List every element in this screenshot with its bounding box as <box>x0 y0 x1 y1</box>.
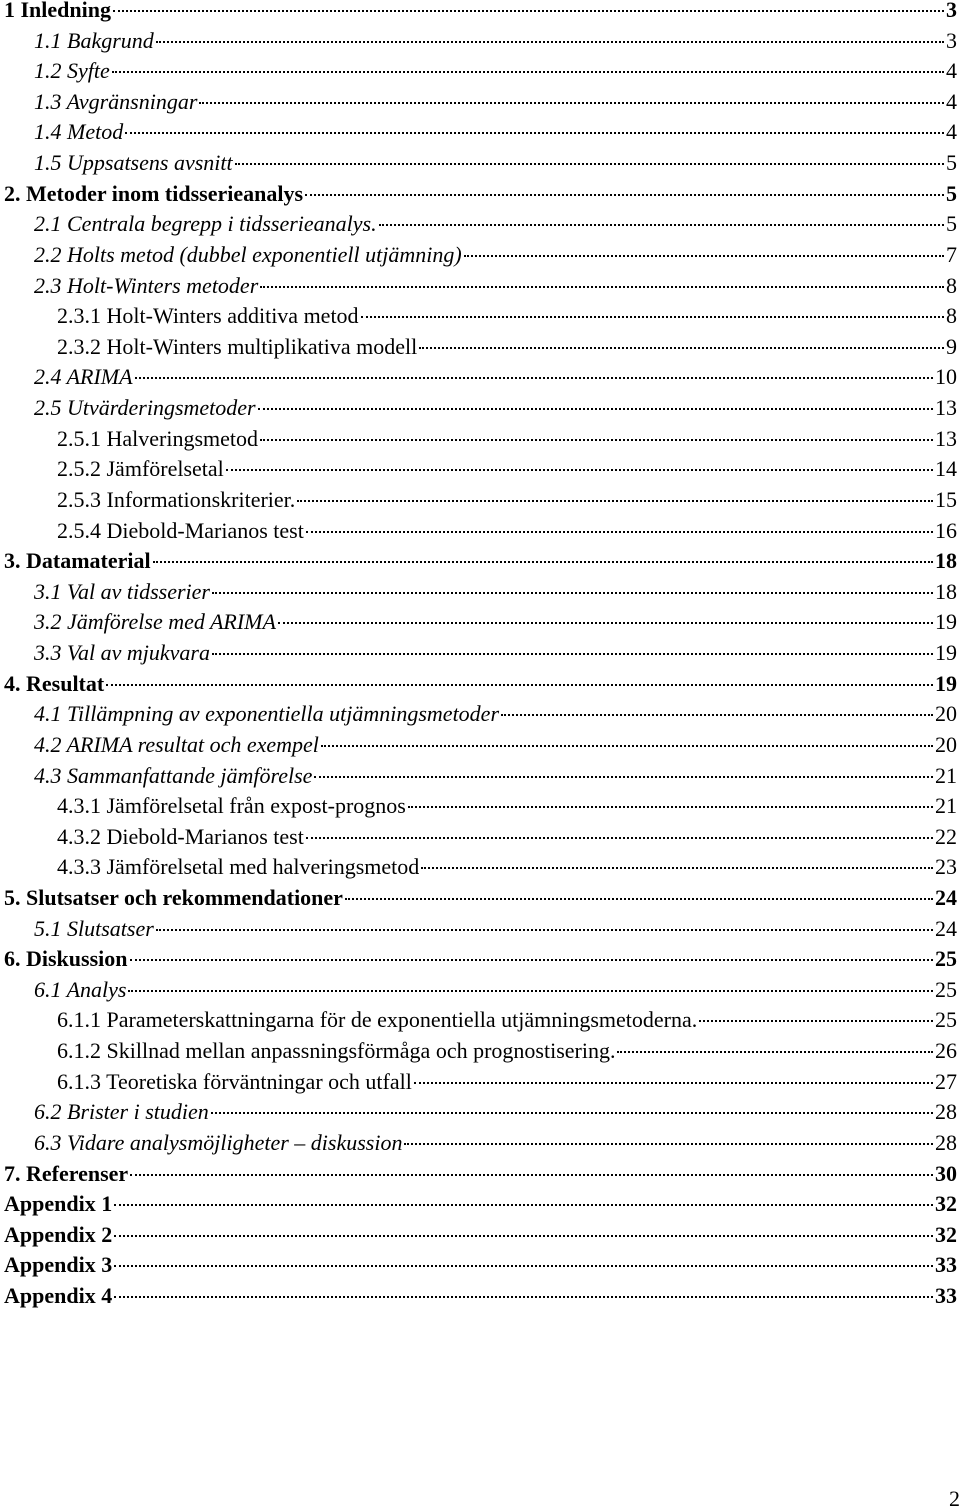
toc-entry[interactable] <box>34 28 957 58</box>
toc-entry-label: 3.3 Val av mjukvara <box>34 640 210 666</box>
toc-dot-leader <box>278 622 933 624</box>
toc-entry[interactable] <box>34 732 957 762</box>
toc-entry-page: 21 <box>935 793 957 819</box>
toc-entry-page: 20 <box>935 731 957 757</box>
toc-entry-page: 4 <box>946 58 957 84</box>
toc-dot-leader <box>114 1235 933 1237</box>
toc-entry-label: 4.3.1 Jämförelsetal från expost-prognos <box>57 793 406 819</box>
toc-entry[interactable] <box>4 181 957 211</box>
toc-entry-page: 3 <box>946 27 957 53</box>
toc-entry-label: 3.1 Val av tidsserier <box>34 578 210 604</box>
toc-dot-leader <box>211 1112 933 1114</box>
toc-entry[interactable] <box>57 1038 957 1068</box>
toc-entry-page: 24 <box>935 915 957 941</box>
toc-entry-page: 10 <box>935 364 957 390</box>
toc-dot-leader <box>235 163 944 165</box>
toc-entry-page: 18 <box>935 578 957 604</box>
toc-entry-label: 4.3 Sammanfattande jämförelse <box>34 762 313 788</box>
toc-entry-page: 5 <box>946 211 957 237</box>
toc-entry[interactable] <box>34 640 957 670</box>
toc-entry-page: 19 <box>935 640 957 666</box>
toc-entry-label: 6.3 Vidare analysmöjligheter – diskussion <box>34 1129 403 1155</box>
toc-dot-leader <box>199 102 944 104</box>
toc-entry[interactable] <box>4 1222 957 1252</box>
toc-entry-label: 4. Resultat <box>4 670 105 696</box>
toc-entry-label: 1.2 Syfte <box>34 58 110 84</box>
toc-entry-label: 1.5 Uppsatsens avsnitt <box>34 150 233 176</box>
toc-dot-leader <box>321 745 933 747</box>
toc-dot-leader <box>153 561 933 563</box>
toc-dot-leader <box>260 439 933 441</box>
toc-entry-label: 4.2 ARIMA resultat och exempel <box>34 731 319 757</box>
toc-entry-label: 3. Datamaterial <box>4 548 151 574</box>
toc-entry[interactable] <box>4 885 957 915</box>
toc-entry[interactable] <box>34 916 957 946</box>
toc-dot-leader <box>306 837 933 839</box>
toc-dot-leader <box>464 255 944 257</box>
toc-dot-leader <box>112 71 944 73</box>
toc-entry-label: 5. Slutsatser och rekommendationer <box>4 884 343 910</box>
toc-entry[interactable] <box>34 89 957 119</box>
toc-entry-page: 28 <box>935 1129 957 1155</box>
toc-entry[interactable] <box>34 609 957 639</box>
toc-entry-page: 7 <box>946 241 957 267</box>
toc-entry-label: 6.1.1 Parameterskattningarna för de exponentiella utjämningsmetoderna. <box>57 1007 698 1033</box>
toc-entry[interactable] <box>34 1099 957 1129</box>
toc-entry-page: 4 <box>946 88 957 114</box>
toc-entry-label: 1.4 Metod <box>34 119 124 145</box>
toc-dot-leader <box>379 224 944 226</box>
toc-dot-leader <box>156 41 944 43</box>
toc-entry-page: 18 <box>935 548 957 574</box>
toc-entry-page: 26 <box>935 1038 957 1064</box>
toc-entry-page: 32 <box>935 1221 957 1247</box>
toc-entry-label: Appendix 3 <box>4 1252 113 1278</box>
toc-entry-page: 15 <box>935 486 957 512</box>
toc-entry-label: 2.5.1 Halveringsmetod <box>57 425 259 451</box>
toc-entry-page: 14 <box>935 456 957 482</box>
toc-entry-label: 4.3.2 Diebold-Marianos test <box>57 823 304 849</box>
toc-dot-leader <box>306 531 933 533</box>
toc-entry[interactable] <box>34 395 957 425</box>
toc-entry[interactable] <box>57 854 957 884</box>
toc-entry[interactable] <box>57 824 957 854</box>
toc-entry-label: 2.3.1 Holt-Winters additiva metod <box>57 303 359 329</box>
toc-dot-leader <box>125 132 944 134</box>
toc-entry[interactable] <box>34 150 957 180</box>
toc-dot-leader <box>297 500 933 502</box>
toc-entry-page: 13 <box>935 395 957 421</box>
toc-entry-page: 20 <box>935 701 957 727</box>
toc-entry[interactable] <box>34 273 957 303</box>
toc-entry-label: 2.5 Utvärderingsmetoder <box>34 395 256 421</box>
toc-entry[interactable] <box>4 0 957 27</box>
toc-dot-leader <box>314 776 933 778</box>
toc-entry-page: 9 <box>946 333 957 359</box>
toc-dot-leader <box>114 1204 933 1206</box>
toc-entry-page: 30 <box>935 1160 957 1186</box>
toc-dot-leader <box>113 10 944 12</box>
toc-entry-label: Appendix 4 <box>4 1283 113 1309</box>
toc-entry-label: 4.3.3 Jämförelsetal med halveringsmetod <box>57 854 420 880</box>
toc-entry-label: 6. Diskussion <box>4 946 128 972</box>
toc-entry[interactable] <box>57 303 957 333</box>
toc-entry-label: 5.1 Slutsatser <box>34 915 154 941</box>
toc-entry[interactable] <box>4 1283 957 1313</box>
toc-entry[interactable] <box>34 701 957 731</box>
toc-entry-page: 33 <box>935 1283 957 1309</box>
toc-entry-page: 13 <box>935 425 957 451</box>
toc-dot-leader <box>258 408 933 410</box>
toc-dot-leader <box>128 990 933 992</box>
toc-dot-leader <box>404 1143 933 1145</box>
toc-entry[interactable] <box>4 946 957 976</box>
toc-entry-page: 24 <box>935 884 957 910</box>
toc-dot-leader <box>419 347 944 349</box>
toc-entry-label: 2.5.3 Informationskriterier. <box>57 486 296 512</box>
toc-entry-label: 3.2 Jämförelse med ARIMA <box>34 609 276 635</box>
toc-entry-page: 19 <box>935 670 957 696</box>
toc-entry[interactable] <box>57 426 957 456</box>
toc-entry-page: 5 <box>946 180 957 206</box>
toc-entry[interactable] <box>34 977 957 1007</box>
toc-entry-page: 22 <box>935 823 957 849</box>
toc-entry-label: 2.4 ARIMA <box>34 364 133 390</box>
toc-dot-leader <box>212 592 933 594</box>
toc-entry-label: 2.5.2 Jämförelsetal <box>57 456 224 482</box>
toc-entry-page: 27 <box>935 1068 957 1094</box>
toc-entry[interactable] <box>4 1161 957 1191</box>
toc-entry-page: 23 <box>935 854 957 880</box>
toc-entry-label: 4.1 Tillämpning av exponentiella utjämningsmetoder <box>34 701 500 727</box>
toc-dot-leader <box>212 653 933 655</box>
toc-entry-page: 3 <box>946 0 957 22</box>
toc-entry[interactable] <box>34 579 957 609</box>
toc-entry[interactable] <box>34 211 957 241</box>
toc-entry-label: 2.1 Centrala begrepp i tidsserieanalys. <box>34 211 377 237</box>
toc-entry-page: 21 <box>935 762 957 788</box>
toc-entry-page: 16 <box>935 517 957 543</box>
toc-entry[interactable] <box>34 242 957 272</box>
toc-entry[interactable] <box>57 1069 957 1099</box>
toc-dot-leader <box>130 1174 933 1176</box>
toc-dot-leader <box>130 959 933 961</box>
toc-entry-label: 2. Metoder inom tidsserieanalys <box>4 180 304 206</box>
toc-entry[interactable] <box>34 364 957 394</box>
toc-entry-label: 2.3 Holt-Winters metoder <box>34 272 259 298</box>
toc-entry-label: 2.5.4 Diebold-Marianos test <box>57 517 304 543</box>
toc-dot-leader <box>421 867 933 869</box>
toc-entry-label: Appendix 2 <box>4 1221 113 1247</box>
page-number: 2 <box>949 1486 960 1511</box>
toc-entry-label: 2.2 Holts metod (dubbel exponentiell utjämning) <box>34 241 462 267</box>
toc-entry-label: 1 Inledning <box>4 0 111 22</box>
toc-entry[interactable] <box>4 1252 957 1282</box>
toc-entry-page: 25 <box>935 976 957 1002</box>
toc-entry-label: 6.1 Analys <box>34 976 127 1002</box>
toc-entry[interactable] <box>57 456 957 486</box>
toc-entry[interactable] <box>4 548 957 578</box>
toc-dot-leader <box>156 929 933 931</box>
toc-dot-leader <box>106 684 933 686</box>
toc-dot-leader <box>305 194 944 196</box>
toc-entry-page: 32 <box>935 1191 957 1217</box>
toc-entry[interactable] <box>34 763 957 793</box>
toc-entry-label: 1.3 Avgränsningar <box>34 88 198 114</box>
toc-entry[interactable] <box>57 1007 957 1037</box>
toc-dot-leader <box>361 316 944 318</box>
toc-entry-label: 7. Referenser <box>4 1160 129 1186</box>
toc-entry-page: 25 <box>935 946 957 972</box>
toc-entry[interactable] <box>57 487 957 517</box>
toc-entry[interactable] <box>4 671 957 701</box>
toc-entry-page: 4 <box>946 119 957 145</box>
toc-entry[interactable] <box>57 518 957 548</box>
toc-entry[interactable] <box>57 793 957 823</box>
toc-entry-page: 25 <box>935 1007 957 1033</box>
toc-entry[interactable] <box>34 119 957 149</box>
toc-dot-leader <box>408 806 933 808</box>
toc-entry[interactable] <box>34 58 957 88</box>
toc-entry-page: 5 <box>946 150 957 176</box>
toc-entry-page: 8 <box>946 272 957 298</box>
toc-dot-leader <box>135 377 933 379</box>
toc-dot-leader <box>260 286 944 288</box>
toc-entry-label: Appendix 1 <box>4 1191 113 1217</box>
toc-entry[interactable] <box>57 334 957 364</box>
toc-dot-leader <box>617 1051 933 1053</box>
toc-entry-label: 6.1.2 Skillnad mellan anpassningsförmåga och prognostisering. <box>57 1038 616 1064</box>
toc-entry[interactable] <box>4 1191 957 1221</box>
toc-dot-leader <box>226 469 933 471</box>
toc-entry-label: 6.2 Brister i studien <box>34 1099 209 1125</box>
toc-dot-leader <box>501 714 933 716</box>
toc-dot-leader <box>699 1020 933 1022</box>
toc-entry-page: 28 <box>935 1099 957 1125</box>
toc-entry[interactable] <box>34 1130 957 1160</box>
toc-dot-leader <box>114 1265 933 1267</box>
toc-entry-label: 1.1 Bakgrund <box>34 27 154 53</box>
toc-dot-leader <box>114 1296 933 1298</box>
toc-entry-page: 8 <box>946 303 957 329</box>
toc-entry-page: 19 <box>935 609 957 635</box>
toc-entry-label: 2.3.2 Holt-Winters multiplikativa modell <box>57 333 418 359</box>
toc-dot-leader <box>414 1082 933 1084</box>
toc-dot-leader <box>345 898 933 900</box>
toc-entry-page: 33 <box>935 1252 957 1278</box>
toc-entry-label: 6.1.3 Teoretiska förväntningar och utfall <box>57 1068 412 1094</box>
